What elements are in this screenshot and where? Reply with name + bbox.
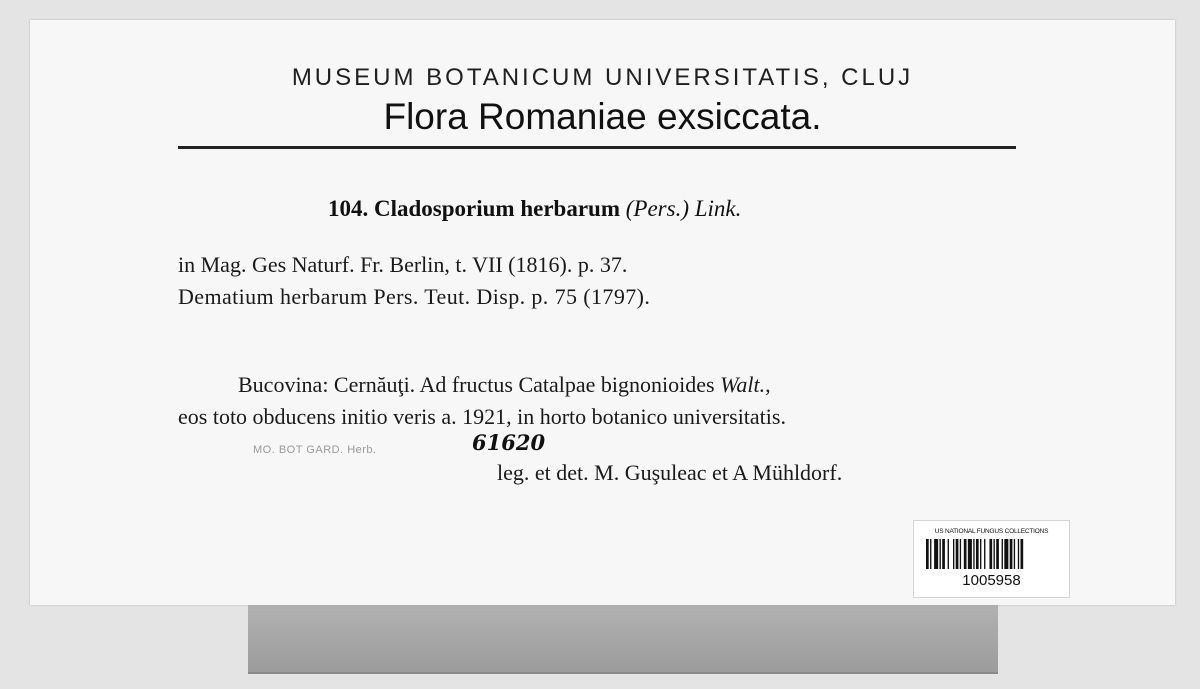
locality-line-2: eos toto obducens initio veris a. 1921, in horto botanico universitatis. [178,404,786,429]
barcode-bar [973,539,974,569]
barcode-bar [989,539,992,569]
publication-reference: in Mag. Ges Naturf. Fr. Berlin, t. VII (1816). p. 37. [178,252,628,277]
underlying-packet [248,600,998,674]
barcode-bar [984,539,985,569]
barcode-bar [940,539,941,569]
barcode-bar [953,539,954,569]
barcode-bar [976,539,979,569]
host-authority: Walt., [720,372,771,397]
barcode-bar [956,539,959,569]
barcode-icon [926,539,1057,569]
barcode-bar [964,539,967,569]
locality-text: Bucovina: Cernăuţi. Ad fructus Catalpae bignonioides [238,372,715,397]
taxon-number: 104. [328,196,369,221]
herbarium-stamp: MO. BOT GARD. Herb. [253,444,377,456]
specimen-label [30,20,1175,605]
collectors-line: leg. et det. M. Guşuleac et A Mühldorf. [497,460,843,485]
barcode-bar [926,539,929,569]
barcode-bar [1004,539,1008,569]
barcode-bar [980,539,981,569]
taxon-name: Cladosporium herbarum [374,196,620,221]
taxon-heading [328,196,741,222]
barcode-bar [930,539,931,569]
barcode-bar [1010,539,1013,569]
barcode-bar [1014,539,1015,569]
locality-line-1 [238,372,771,398]
barcode-number: 1005958 [962,572,1021,589]
handwritten-accession-number: 61620 [472,430,546,455]
barcode-bar [996,539,999,569]
synonym-reference: Dematium herbarum Pers. Teut. Disp. p. 75 (1797). [178,284,651,309]
series-title: Flora Romaniae exsiccata. [383,96,822,137]
barcode-bar [942,539,945,569]
barcode-bar [968,539,972,569]
barcode-bar [1002,539,1003,569]
barcode-bar [934,539,938,569]
barcode-bar [948,539,949,569]
barcode-bar [1018,539,1019,569]
barcode-bar [994,539,995,569]
header-divider [178,146,1016,149]
barcode-bar [960,539,961,569]
barcode-bar [1021,539,1024,569]
barcode-label [913,520,1070,598]
museum-header: MUSEUM BOTANICUM UNIVERSITATIS, CLUJ [291,64,914,91]
taxon-authority: (Pers.) Link. [625,196,742,221]
barcode-collection-name: US NATIONAL FUNGUS COLLECTIONS [934,528,1049,535]
